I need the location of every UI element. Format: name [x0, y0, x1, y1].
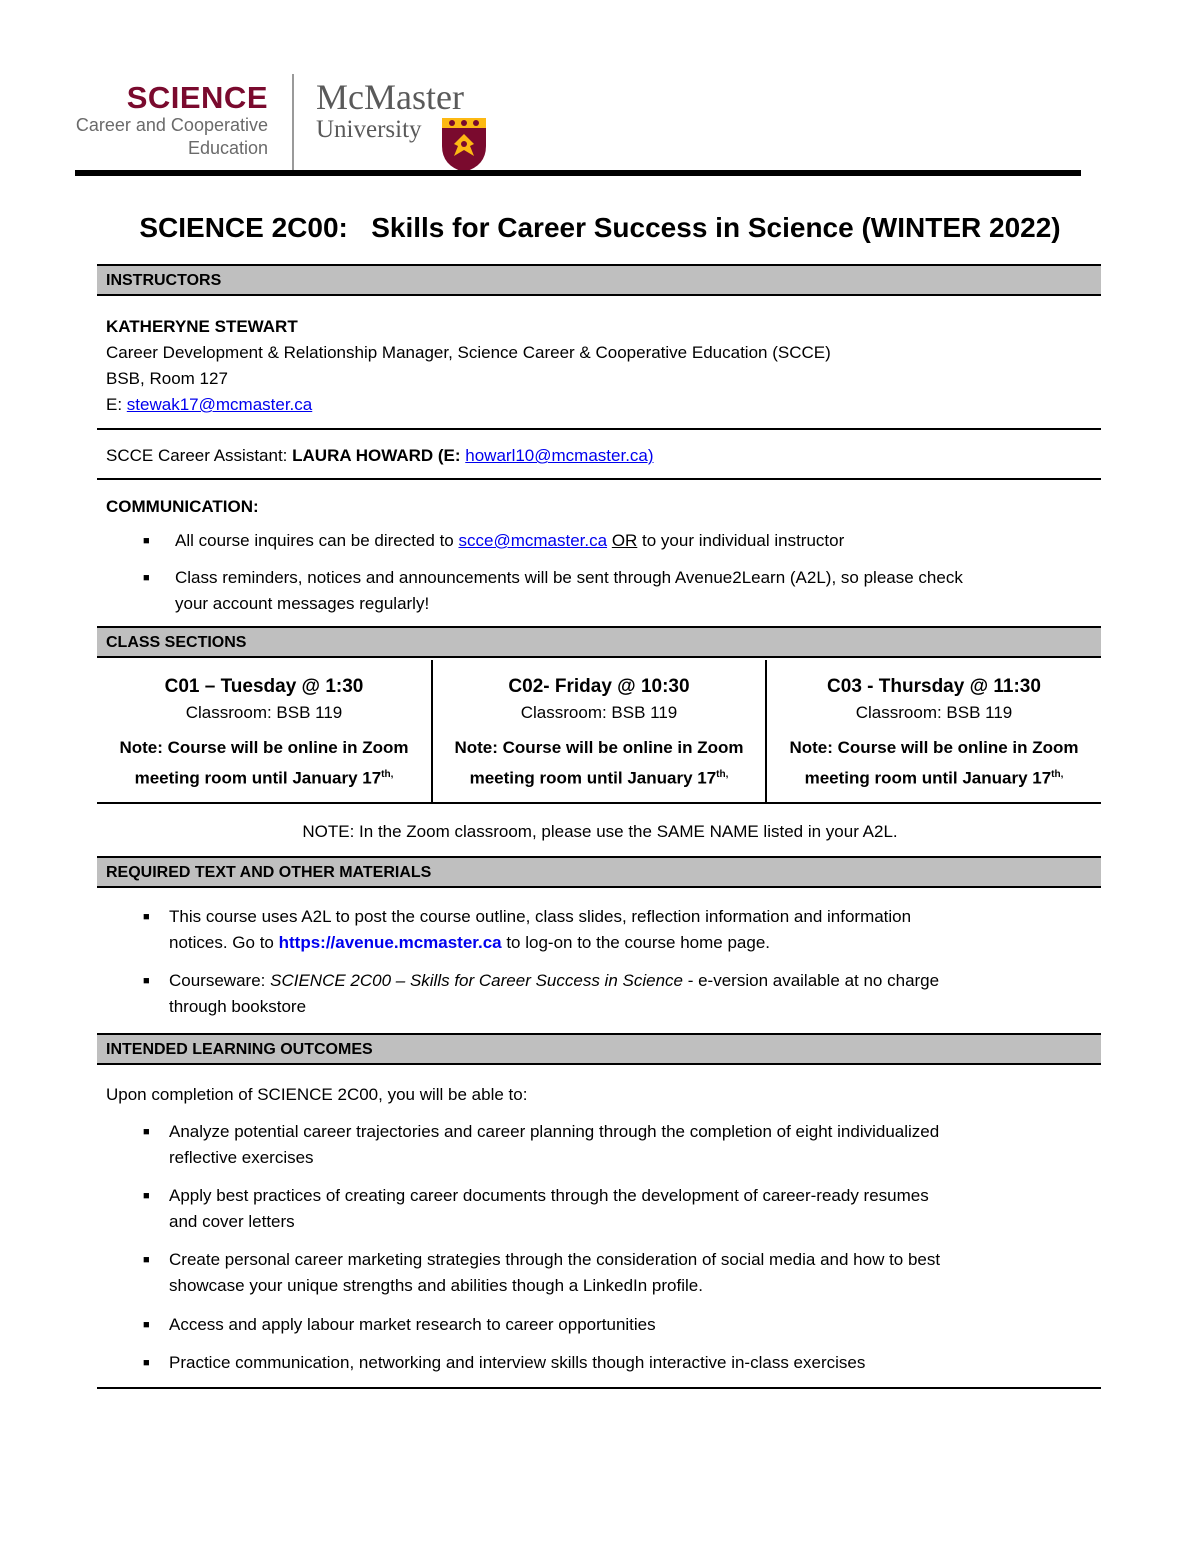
divider — [97, 428, 1101, 430]
section-title: C03 - Thursday @ 11:30 — [827, 676, 1041, 697]
note-line — [433, 761, 765, 792]
section-title: C02- Friday @ 10:30 — [508, 676, 690, 697]
section-header-label: REQUIRED TEXT AND OTHER MATERIALS — [106, 864, 432, 881]
item-text: Apply best practices of creating career documents through the development of career-ready resumes — [169, 1186, 929, 1205]
section-header-class-sections — [97, 626, 1101, 658]
section-header-materials — [97, 856, 1101, 888]
bullet-icon: ■ — [143, 535, 150, 547]
science-logo — [28, 82, 268, 160]
item-text: to your individual instructor — [637, 531, 845, 550]
item-text: This course uses A2L to post the course outline, class slides, reflection information and information — [169, 907, 912, 926]
item-text: Access and apply labour market research to career opportunities — [169, 1315, 656, 1334]
avenue-link[interactable]: https://avenue.mcmaster.ca — [278, 933, 502, 952]
instructor-room: BSB, Room 127 — [106, 369, 228, 388]
communication-item — [175, 565, 963, 617]
section-room: Classroom: BSB 119 — [520, 703, 678, 722]
assistant-email-prefix: (E: — [433, 446, 466, 465]
section-header-label: INSTRUCTORS — [106, 272, 222, 289]
science-logo-sub1: Career and Cooperative — [75, 115, 268, 135]
class-sections-table — [97, 660, 1101, 804]
or-text: OR — [611, 531, 638, 550]
item-text-line — [169, 930, 911, 956]
note-text: meeting room until January 17 — [134, 768, 382, 788]
header-logos — [75, 70, 500, 172]
note-sup: th, — [716, 769, 729, 780]
section-room: Classroom: BSB 119 — [855, 703, 1013, 722]
communication-heading: COMMUNICATION: — [106, 497, 259, 516]
bullet-icon: ■ — [143, 1319, 150, 1331]
section-c01 — [97, 660, 431, 802]
bullet-icon: ■ — [143, 975, 150, 987]
item-text: to log-on to the course home page. — [501, 933, 771, 952]
item-text: and cover letters — [169, 1212, 295, 1231]
outcome-item — [169, 1350, 865, 1376]
page-title: SCIENCE 2C00: Skills for Career Success in Science (WINTER 2022) — [139, 212, 1061, 243]
note-sup: th, — [381, 769, 394, 780]
materials-item — [169, 904, 911, 956]
email-prefix: E: — [106, 395, 127, 414]
science-logo-sub2: Education — [187, 138, 268, 158]
courseware-title: SCIENCE 2C00 – Skills for Career Success in Science — [270, 971, 683, 990]
note-line — [767, 761, 1101, 792]
bullet-icon: ■ — [143, 572, 150, 584]
instructor-email-line — [106, 392, 312, 417]
note-line: Note: Course will be online in Zoom — [119, 738, 409, 757]
item-text: through bookstore — [169, 997, 307, 1016]
outcome-item — [169, 1312, 656, 1338]
section-header-instructors — [97, 264, 1101, 296]
note-line: Note: Course will be online in Zoom — [454, 738, 744, 757]
outcome-item — [169, 1183, 929, 1235]
section-c02 — [433, 660, 765, 802]
section-header-label: INTENDED LEARNING OUTCOMES — [106, 1041, 373, 1058]
bullet-icon: ■ — [143, 911, 150, 923]
note-line: Note: Course will be online in Zoom — [789, 738, 1079, 757]
note-line — [97, 761, 431, 792]
header-rule — [75, 170, 1081, 176]
item-text: - e-version available at no charge — [683, 971, 940, 990]
section-header-outcomes — [97, 1033, 1101, 1065]
item-text-line — [169, 968, 939, 994]
section-title: C01 – Tuesday @ 1:30 — [164, 676, 364, 697]
outcome-item — [169, 1119, 939, 1171]
section-note — [433, 734, 765, 792]
mcmaster-logo — [316, 78, 496, 144]
item-text: your account messages regularly! — [175, 594, 430, 613]
section-note — [97, 734, 431, 792]
outcome-item — [169, 1247, 940, 1299]
item-text: notices. Go to — [169, 933, 279, 952]
note-text: meeting room until January 17 — [804, 768, 1052, 788]
science-logo-title: SCIENCE — [126, 80, 268, 115]
section-room: Classroom: BSB 119 — [185, 703, 343, 722]
item-text: reflective exercises — [169, 1148, 314, 1167]
materials-item — [169, 968, 939, 1020]
instructor-name: KATHERYNE STEWART — [106, 317, 298, 336]
scce-email-link[interactable]: scce@mcmaster.ca — [458, 531, 608, 550]
item-text: All course inquires can be directed to — [175, 531, 459, 550]
item-text: Class reminders, notices and announcements will be sent through Avenue2Learn (A2L), so please check — [175, 568, 963, 587]
assistant-line — [106, 443, 654, 468]
item-text: Practice communication, networking and interview skills though interactive in-class exercises — [169, 1353, 866, 1372]
bottom-rule — [97, 1387, 1101, 1389]
note-text: meeting room until January 17 — [469, 768, 717, 788]
zoom-note: NOTE: In the Zoom classroom, please use the SAME NAME listed in your A2L. — [302, 822, 898, 841]
item-text: showcase your unique strengths and abilities though a LinkedIn profile. — [169, 1276, 703, 1295]
bullet-icon: ■ — [143, 1254, 150, 1266]
mcmaster-wordmark: McMaster — [316, 77, 464, 117]
communication-item — [175, 528, 844, 554]
item-text: Create personal career marketing strategies through the consideration of social media and how to best — [169, 1250, 941, 1269]
assistant-email-link[interactable]: howarl10@mcmaster.ca) — [465, 446, 654, 465]
section-note — [767, 734, 1101, 792]
outcomes-intro: Upon completion of SCIENCE 2C00, you will be able to: — [106, 1085, 528, 1104]
note-sup: th, — [1051, 769, 1064, 780]
instructor-email-link[interactable]: stewak17@mcmaster.ca — [126, 395, 313, 414]
mcmaster-crest-icon — [440, 116, 488, 174]
section-c03 — [767, 660, 1101, 802]
item-text: Courseware: — [169, 971, 271, 990]
logo-divider — [292, 74, 294, 170]
instructor-role: Career Development & Relationship Manager, Science Career & Cooperative Education (SCCE) — [106, 343, 831, 362]
section-header-label: CLASS SECTIONS — [106, 634, 247, 651]
item-text: Analyze potential career trajectories and career planning through the completion of eight individualized — [169, 1122, 940, 1141]
bullet-icon: ■ — [143, 1126, 150, 1138]
bullet-icon: ■ — [143, 1357, 150, 1369]
assistant-label: SCCE Career Assistant: — [106, 446, 293, 465]
university-wordmark: University — [316, 116, 422, 143]
divider — [97, 478, 1101, 480]
assistant-name: LAURA HOWARD — [292, 446, 434, 465]
bullet-icon: ■ — [143, 1190, 150, 1202]
